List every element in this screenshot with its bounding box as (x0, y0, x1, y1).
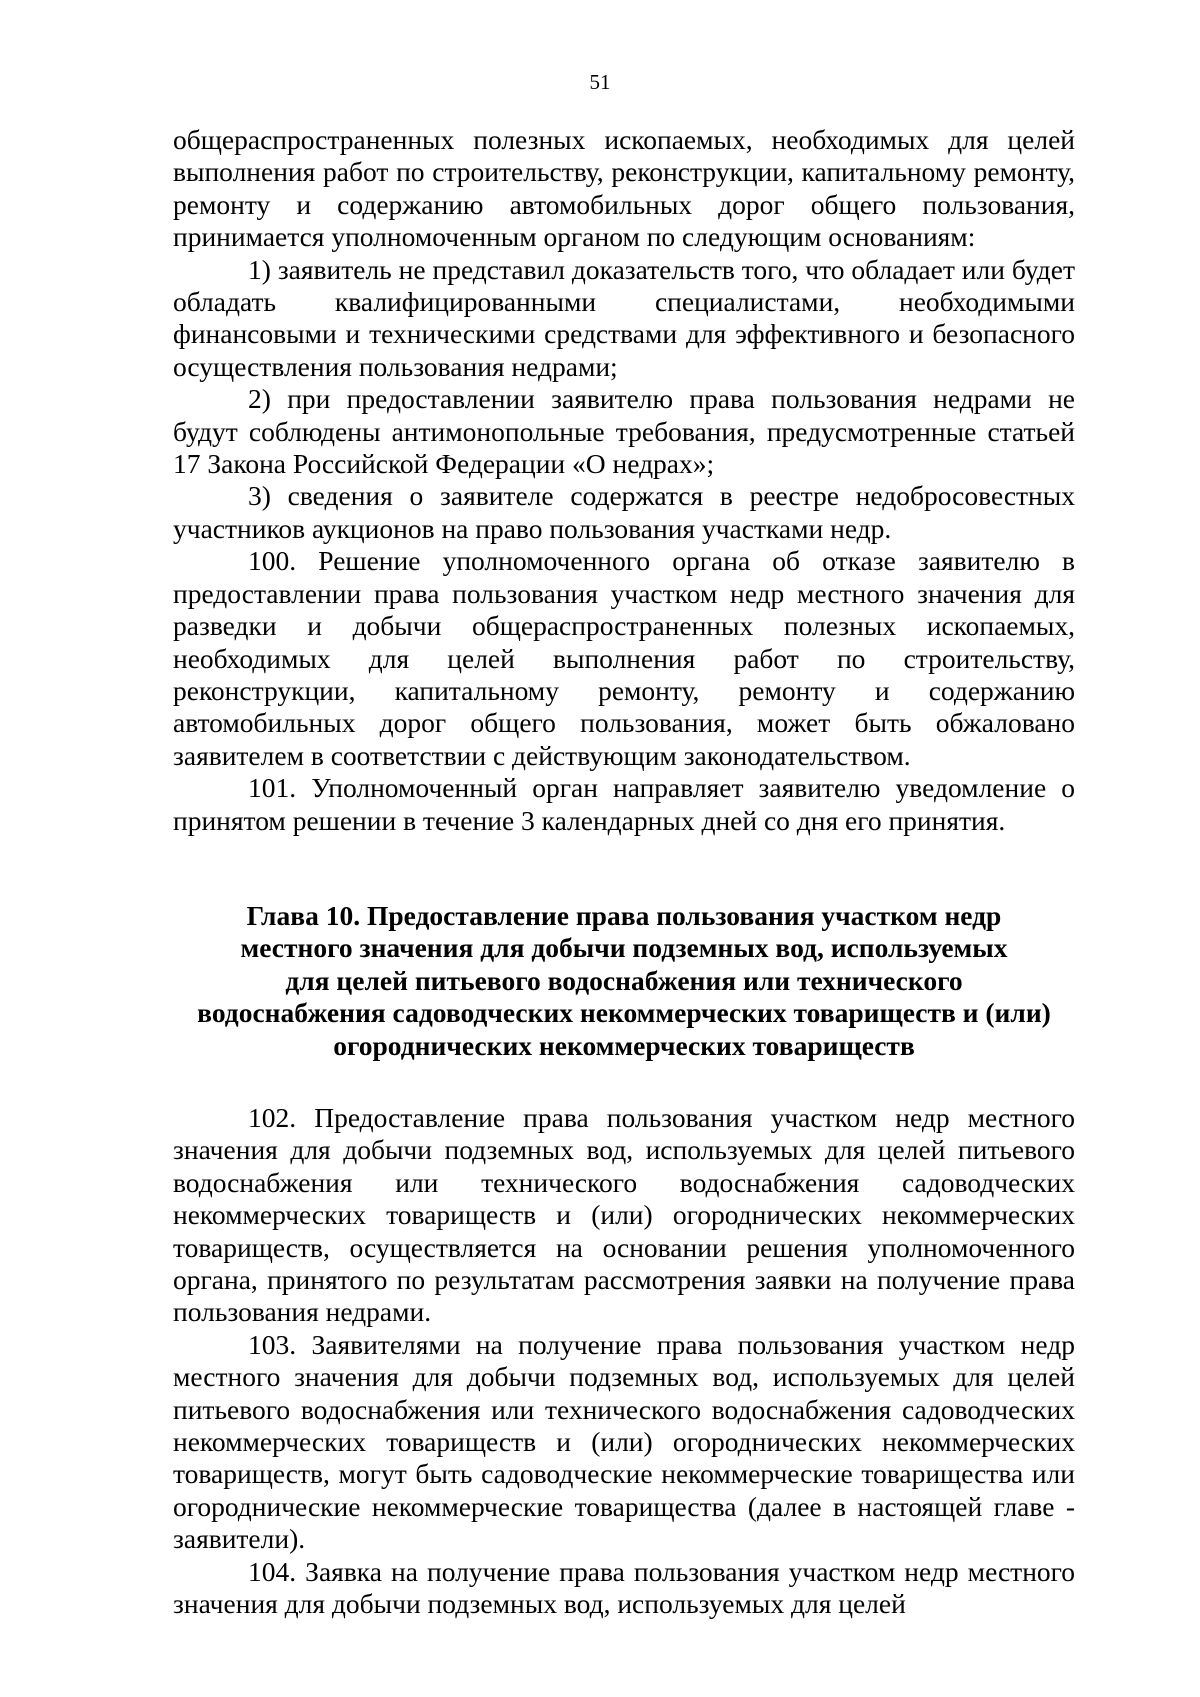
chapter-title (173, 900, 1075, 1062)
paragraph-item-3: 3) сведения о заявителе содержатся в реестре недобросовестных участников аукционов на право пользования участками недр. (173, 480, 1075, 544)
paragraph-100: 100. Решение уполномоченного органа об отказе заявителю в предоставлении права пользования участком недр местного значения для разведки и добычи общераспространенных полезных ископаемых, необходимых для целей выполнения работ по строительству, реконструкции, капитальному ремонту, ремонту и содержанию автомобильных дорог общего пользования, может быть обжаловано заявителем в соответствии с действующим законодательством. (173, 545, 1075, 771)
paragraph-item-1: 1) заявитель не представил доказательств того, что обладает или будет обладать квалифицированными специалистами, необходимыми финансовыми и техническими средствами для эффективного и безопасного осуществления пользования недрами; (173, 253, 1075, 382)
body-text-before-chapter (173, 124, 1075, 837)
paragraph-103: 103. Заявителями на получение права пользования участком недр местного значения для добычи подземных вод, используемых для целей питьевого водоснабжения или технического водоснабжения садоводческих некоммерческих товариществ и (или) огороднических некоммерческих товариществ, могут быть садоводческие некоммерческие товарищества или огороднические некоммерческие товарищества (далее в настоящей главе - заявители). (173, 1328, 1075, 1555)
page-number: 51 (589, 70, 611, 94)
chapter-title-line: для целей питьевого водоснабжения или технического (285, 964, 963, 996)
paragraph-104: 104. Заявка на получение права пользования участком недр местного значения для добычи подземных вод, используемых для целей (173, 1555, 1075, 1620)
paragraph-item-2: 2) при предоставлении заявителю права пользования недрами не будут соблюдены антимонопольные требования, предусмотренные статьей 17 Закона Российской Федерации «О недрах»; (173, 383, 1075, 480)
paragraph-101: 101. Уполномоченный орган направляет заявителю уведомление о принятом решении в течение 3 календарных дней со дня его принятия. (173, 772, 1075, 836)
chapter-title-line: огороднических некоммерческих товариществ (333, 1029, 915, 1061)
body-text-after-chapter (173, 1102, 1075, 1621)
chapter-title-line: водоснабжения садоводческих некоммерческих товариществ и (или) (197, 997, 1051, 1029)
chapter-title-line: Глава 10. Предоставление права пользования участком недр (246, 900, 1002, 931)
chapter-title-line: местного значения для добычи подземных вод, используемых (240, 932, 1008, 964)
paragraph-102: 102. Предоставление права пользования участком недр местного значения для добычи подземных вод, используемых для целей питьевого водоснабжения или технического водоснабжения садоводческих некоммерческих товариществ и (или) огороднических некоммерческих товариществ, осуществляется на основании решения уполномоченного органа, принятого по результатам рассмотрения заявки на получение права пользования недрами. (173, 1102, 1075, 1328)
paragraph-continuation: общераспространенных полезных ископаемых, необходимых для целей выполнения работ по строительству, реконструкции, капитальному ремонту, ремонту и содержанию автомобильных дорог общего пользования, принимается уполномоченным органом по следующим основаниям: (173, 124, 1075, 253)
